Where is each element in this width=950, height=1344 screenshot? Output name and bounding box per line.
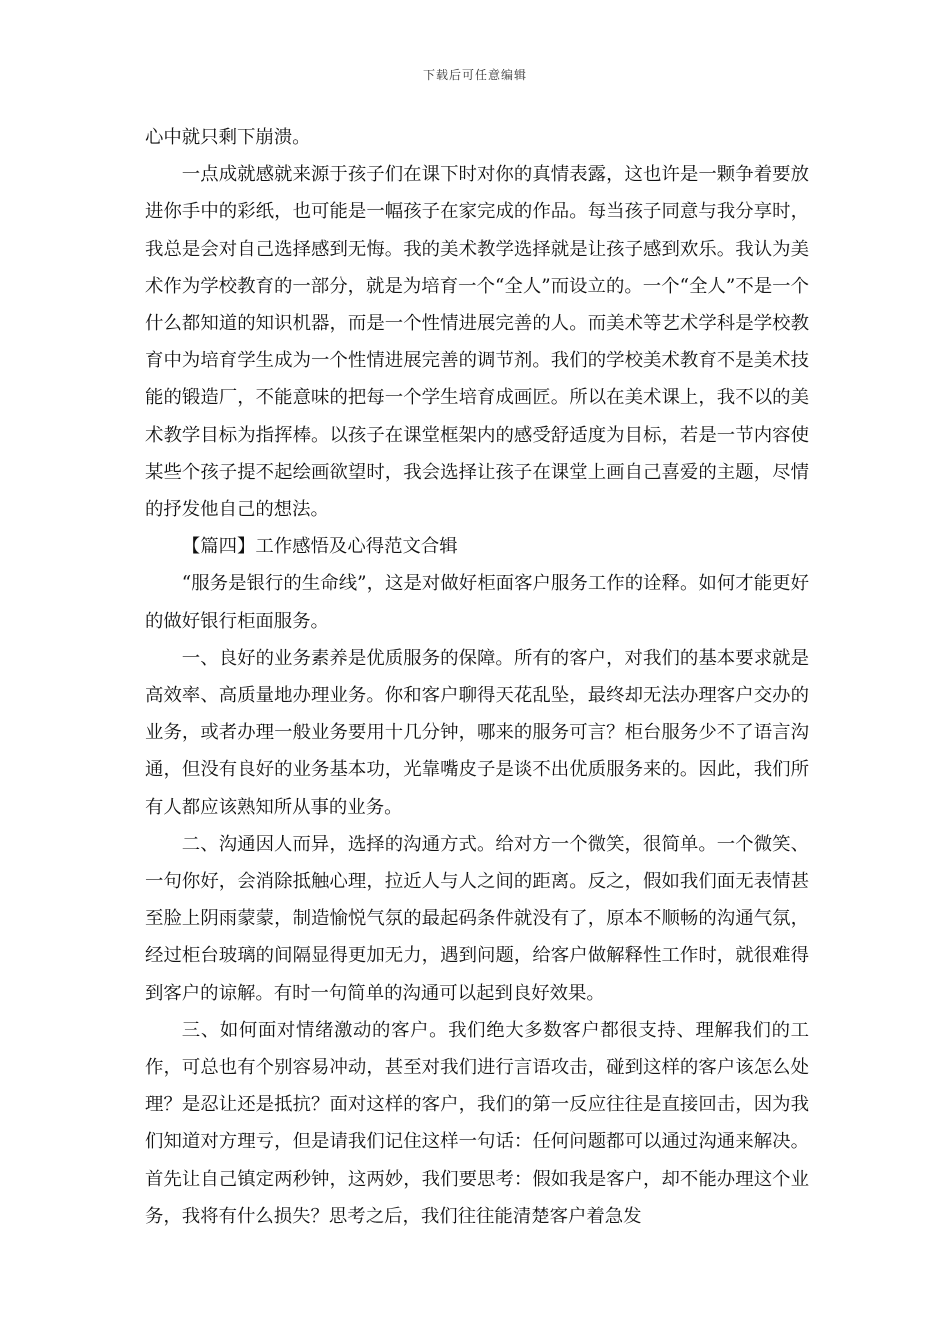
section-heading-part-four: 【篇四】工作感悟及心得范文合辑 bbox=[181, 536, 458, 558]
paragraph-point-one: 一、良好的业务素养是优质服务的保障。所有的客户，对我们的基本要求就是高效率、高质量地办理业务。你和客户聊得天花乱坠，最终却无法办理客户交办的业务，或者办理一般业务要用十几分钟，哪来的服务可言？柜台服务少不了语言沟通，但没有良好的业务基本功，光靠嘴皮子是谈不出优质服务来的。因此，我们所有人都应该熟知所从事的业务。 bbox=[145, 647, 809, 818]
paragraph-point-two: 二、沟通因人而异，选择的沟通方式。给对方一个微笑，很简单。一个微笑、一句你好，会消除抵触心理，拉近人与人之间的距离。反之，假如我们面无表情甚至脸上阴雨蒙蒙，制造愉悦气氛的最起码条件就没有了，原本不顺畅的沟通气氛，经过柜台玻璃的间隔显得更加无力，遇到问题，给客户做解释性工作时，就很难得到客户的谅解。有时一句简单的沟通可以起到良好效果。 bbox=[145, 833, 809, 1004]
paragraph-service-intro: “服务是银行的生命线”，这是对做好柜面客户服务工作的诠释。如何才能更好的做好银行柜面服务。 bbox=[145, 573, 809, 632]
paragraph-art-education: 一点成就感就来源于孩子们在课下时对你的真情表露，这也许是一颗争着要放进你手中的彩纸，也可能是一幅孩子在家完成的作品。每当孩子同意与我分享时，我总是会对自己选择感到无悔。我的美术教学选择就是让孩子感到欢乐。我认为美术作为学校教育的一部分，就是为培育一个“全人”而设立的。一个“全人”不是一个什么都知道的知识机器，而是一个性情进展完善的人。而美术等艺术学科是学校教育中为培育学生成为一个性情进展完善的调节剂。我们的学校美术教育不是美术技能的锻造厂，不能意味的把每一个学生培育成画匠。所以在美术课上，我不以的美术教学目标为指挥棒。以孩子在课堂框架内的感受舒适度为目标，若是一节内容使某些个孩子提不起绘画欲望时，我会选择让孩子在课堂上画自己喜爱的主题，尽情的抒发他自己的想法。 bbox=[145, 164, 809, 521]
page-header: 下载后可任意编辑 bbox=[422, 68, 527, 82]
paragraph-continuation: 心中就只剩下崩溃。 bbox=[145, 127, 311, 148]
document-body bbox=[145, 119, 809, 1235]
paragraph-point-three: 三、如何面对情绪激动的客户。我们绝大多数客户都很支持、理解我们的工作，可总也有个别容易冲动，甚至对我们进行言语攻击，碰到这样的客户该怎么处理？是忍让还是抵抗？面对这样的客户，我们的第一反应往往是直接回击，因为我们知道对方理亏，但是请我们记住这样一句话：任何问题都可以通过沟通来解决。首先让自己镇定两秒钟，这两妙，我们要思考：假如我是客户，却不能办理这个业务，我将有什么损失？思考之后，我们往往能清楚客户着急发 bbox=[145, 1019, 809, 1227]
